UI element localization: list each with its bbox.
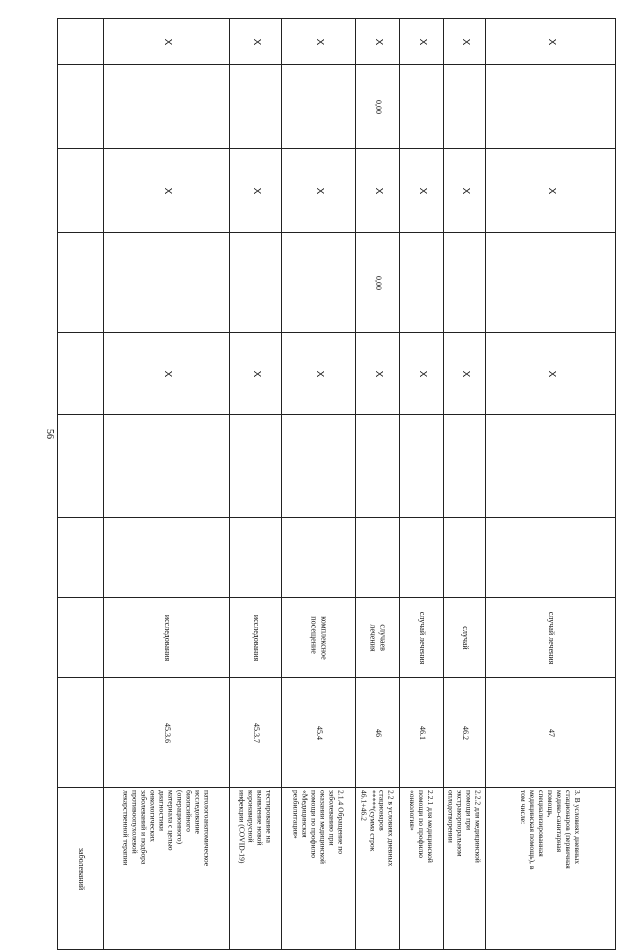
unit-label: исследования xyxy=(162,614,172,661)
unit-label: исследования xyxy=(251,614,261,661)
value-cell xyxy=(356,19,400,65)
cell-value: X xyxy=(372,187,384,194)
header-cell-empty xyxy=(58,149,104,233)
row-number: 47 xyxy=(546,728,556,737)
value-cell xyxy=(282,415,356,518)
row-number-cell xyxy=(444,678,486,788)
value-cell xyxy=(400,333,444,415)
data-table xyxy=(57,18,616,950)
row-number-cell xyxy=(400,678,444,788)
row-description-cell xyxy=(400,788,444,950)
value-cell xyxy=(230,19,282,65)
value-cell xyxy=(400,518,444,598)
cell-value: X xyxy=(313,38,325,45)
value-cell xyxy=(104,19,230,65)
cell-value: 0,00 xyxy=(373,275,383,290)
row-description-cell xyxy=(486,788,616,950)
value-cell xyxy=(282,233,356,333)
row-number-cell xyxy=(486,678,616,788)
value-cell xyxy=(400,65,444,149)
row-number-cell xyxy=(282,678,356,788)
value-cell xyxy=(444,333,486,415)
row-number-cell xyxy=(356,678,400,788)
header-label: заболеваний xyxy=(76,847,86,890)
cell-value: 0,00 xyxy=(373,99,383,114)
cell-value: X xyxy=(250,187,262,194)
cell-value: X xyxy=(459,370,471,377)
value-cell xyxy=(230,233,282,333)
value-cell xyxy=(104,65,230,149)
header-cell xyxy=(58,788,104,950)
unit-label: случай лечения xyxy=(546,611,556,664)
header-cell-empty xyxy=(58,415,104,518)
page-number: 56 xyxy=(44,429,55,439)
unit-cell xyxy=(282,598,356,678)
value-cell xyxy=(400,19,444,65)
value-cell xyxy=(282,518,356,598)
cell-value: X xyxy=(459,187,471,194)
row-description-cell xyxy=(104,788,230,950)
value-cell xyxy=(104,233,230,333)
cell-value: X xyxy=(161,38,173,45)
value-cell xyxy=(486,65,616,149)
table-row xyxy=(58,415,616,518)
table-row xyxy=(58,233,616,333)
value-cell xyxy=(104,333,230,415)
value-cell xyxy=(444,65,486,149)
unit-cell xyxy=(444,598,486,678)
unit-cell xyxy=(400,598,444,678)
unit-cell xyxy=(104,598,230,678)
row-number-cell xyxy=(230,678,282,788)
value-cell xyxy=(104,518,230,598)
cell-value: X xyxy=(313,370,325,377)
value-cell xyxy=(400,415,444,518)
row-description: патологоанатомическое исследование биопсийного (операционного) материала с целью диагностики онкологических заболеваний и подбора противоопухолевой лекарственной терапии xyxy=(121,790,212,867)
row-description: 2.1.4 Обращение по заболеванию при оказании медицинской помощи по профилю «Медицинская реабилитация» xyxy=(291,790,346,864)
row-description-cell xyxy=(230,788,282,950)
value-cell xyxy=(356,415,400,518)
table-row xyxy=(58,678,616,788)
header-cell-empty xyxy=(58,65,104,149)
value-cell xyxy=(356,149,400,233)
value-cell xyxy=(444,149,486,233)
unit-label: случаев лечения xyxy=(368,623,387,652)
row-description: 2.2.2 для медицинской помощи при экстракорпоральном оплодотворении xyxy=(446,790,483,863)
cell-value: X xyxy=(545,187,557,194)
header-cell-empty xyxy=(58,518,104,598)
header-cell-empty xyxy=(58,678,104,788)
value-cell xyxy=(230,149,282,233)
row-description: 2.2 в условиях дневных стационаров *****(сумма строк 46.1+46.2 xyxy=(359,790,396,867)
row-description: тестирование на выявление новой коронавирусной инфекции (COVID-19) xyxy=(237,790,274,864)
unit-cell xyxy=(486,598,616,678)
cell-value: X xyxy=(545,38,557,45)
row-description-cell xyxy=(356,788,400,950)
row-description-cell xyxy=(444,788,486,950)
row-description-cell xyxy=(282,788,356,950)
value-cell xyxy=(230,65,282,149)
value-cell xyxy=(486,233,616,333)
value-cell xyxy=(282,65,356,149)
unit-cell xyxy=(230,598,282,678)
cell-value: X xyxy=(416,187,428,194)
value-cell xyxy=(230,518,282,598)
cell-value: X xyxy=(161,187,173,194)
cell-value: X xyxy=(416,38,428,45)
row-description: 3. В условиях дневных стационаров (первичная медико-санитарная помощь, специализированная медицинская помощь), в том числе: xyxy=(519,790,582,870)
cell-value: X xyxy=(372,38,384,45)
value-cell xyxy=(486,415,616,518)
cell-value: X xyxy=(313,187,325,194)
value-cell xyxy=(400,149,444,233)
cell-value: X xyxy=(161,370,173,377)
table-row xyxy=(58,19,616,65)
value-cell xyxy=(104,149,230,233)
value-cell xyxy=(356,233,400,333)
unit-cell xyxy=(356,598,400,678)
value-cell xyxy=(230,333,282,415)
table-row xyxy=(58,65,616,149)
row-number: 45.4 xyxy=(314,725,324,740)
value-cell xyxy=(356,333,400,415)
cell-value: X xyxy=(459,38,471,45)
value-cell xyxy=(230,415,282,518)
value-cell xyxy=(356,518,400,598)
cell-value: X xyxy=(416,370,428,377)
row-number-cell xyxy=(104,678,230,788)
row-number: 45.3.7 xyxy=(251,722,261,743)
row-number: 46.1 xyxy=(417,725,427,740)
value-cell xyxy=(444,19,486,65)
table-row xyxy=(58,788,616,950)
value-cell xyxy=(282,333,356,415)
value-cell xyxy=(282,19,356,65)
value-cell xyxy=(104,415,230,518)
table-row xyxy=(58,598,616,678)
value-cell xyxy=(486,19,616,65)
cell-value: X xyxy=(372,370,384,377)
value-cell xyxy=(486,333,616,415)
value-cell xyxy=(444,518,486,598)
value-cell xyxy=(444,415,486,518)
header-cell-empty xyxy=(58,333,104,415)
cell-value: X xyxy=(250,38,262,45)
header-cell-empty xyxy=(58,19,104,65)
table-row xyxy=(58,333,616,415)
value-cell xyxy=(400,233,444,333)
row-number: 46 xyxy=(373,728,383,737)
header-cell-empty xyxy=(58,233,104,333)
cell-value: X xyxy=(545,370,557,377)
table-row xyxy=(58,149,616,233)
row-number: 46.2 xyxy=(460,725,470,740)
value-cell xyxy=(282,149,356,233)
unit-label: комплексное посещение xyxy=(309,615,328,660)
unit-label: случай xyxy=(460,625,470,650)
value-cell xyxy=(486,518,616,598)
value-cell xyxy=(486,149,616,233)
table-row xyxy=(58,518,616,598)
value-cell xyxy=(444,233,486,333)
unit-label: случай лечения xyxy=(417,611,427,664)
header-cell-empty xyxy=(58,598,104,678)
value-cell xyxy=(356,65,400,149)
row-number: 45.3.6 xyxy=(162,722,172,743)
row-description: 2.2.1 для медицинской помощи по профилю «онкология» xyxy=(408,790,435,863)
cell-value: X xyxy=(250,370,262,377)
